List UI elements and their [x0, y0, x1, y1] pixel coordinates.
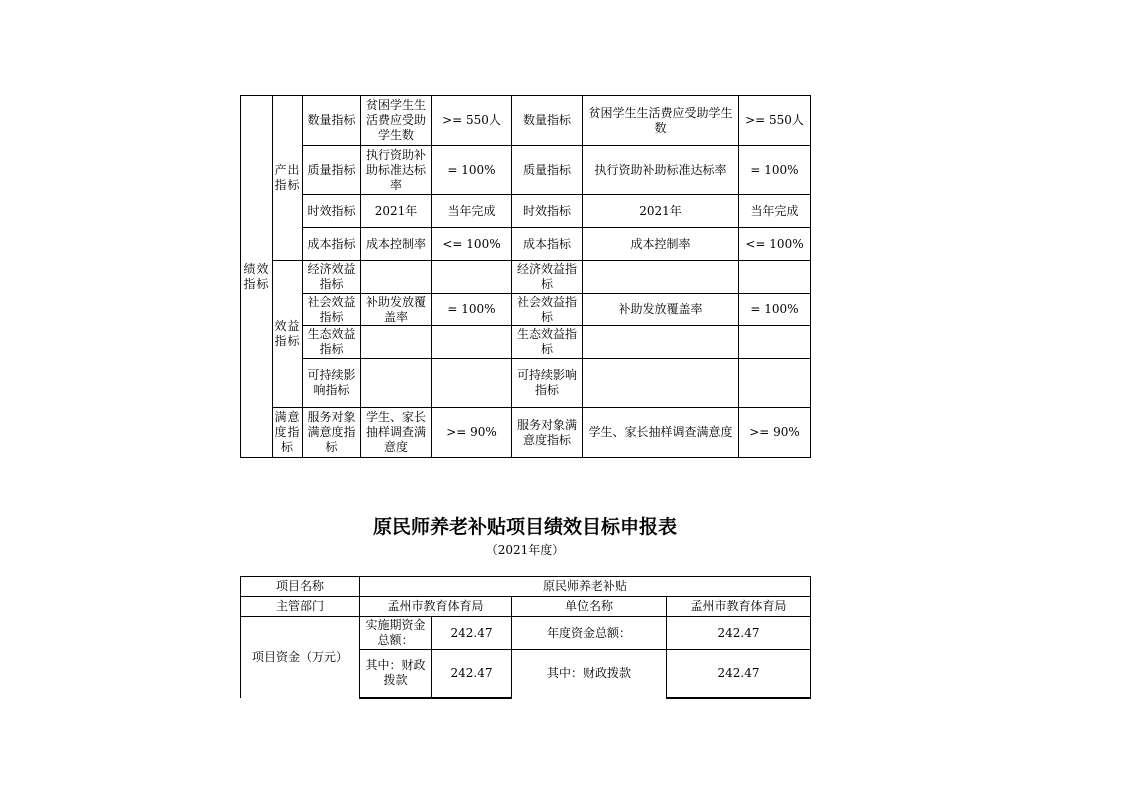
l3-cell: 贫困学生生活费应受助学生数 [361, 96, 432, 146]
l2-cell: 成本指标 [303, 228, 361, 261]
l3-cell [361, 326, 432, 359]
l2-cell: 生态效益指标 [303, 326, 361, 359]
valueb-cell: >= 550人 [739, 96, 811, 146]
value-cell: >= 90% [432, 408, 512, 458]
l3b-cell [583, 359, 739, 408]
l3b-cell: 成本控制率 [583, 228, 739, 261]
l3b-cell: 学生、家长抽样调查满意度 [583, 408, 739, 458]
value-cell [432, 326, 512, 359]
l2b-cell: 服务对象满意度指标 [512, 408, 583, 458]
valueb-cell [739, 326, 811, 359]
l3-cell: 2021年 [361, 195, 432, 228]
l2b-cell: 数量指标 [512, 96, 583, 146]
project-info-table [240, 576, 811, 699]
l3-cell: 学生、家长抽样调查满意度 [361, 408, 432, 458]
l3-cell: 执行资助补助标准达标率 [361, 146, 432, 195]
value-cell: 当年完成 [432, 195, 512, 228]
valueb-cell [739, 261, 811, 294]
l3-cell: 成本控制率 [361, 228, 432, 261]
unit-label: 单位名称 [512, 597, 667, 617]
level1-satisfaction-label: 满意度指标 [273, 408, 303, 458]
annual-total-label: 年度资金总额： [512, 617, 667, 650]
valueb-cell: = 100% [739, 146, 811, 195]
l3b-cell: 执行资助补助标准达标率 [583, 146, 739, 195]
annual-fiscal-value: 242.47 [667, 650, 811, 698]
document-title: 原民师养老补贴项目绩效目标申报表 [372, 516, 677, 538]
l3-cell: 补助发放覆盖率 [361, 294, 432, 326]
performance-indicator-table [240, 95, 811, 458]
valueb-cell: <= 100% [739, 228, 811, 261]
valueb-cell [739, 359, 811, 408]
l2-cell: 质量指标 [303, 146, 361, 195]
l3b-cell: 贫困学生生活费应受助学生数 [583, 96, 739, 146]
level1-benefit-label: 效益指标 [273, 261, 303, 408]
l2b-cell: 可持续影响指标 [512, 359, 583, 408]
l3b-cell: 2021年 [583, 195, 739, 228]
l2b-cell: 质量指标 [512, 146, 583, 195]
l2-cell: 数量指标 [303, 96, 361, 146]
group-label-performance: 绩效指标 [241, 96, 273, 458]
valueb-cell: = 100% [739, 294, 811, 326]
annual-fiscal-label: 其中：财政拨款 [512, 650, 667, 698]
project-name-label: 项目名称 [241, 577, 360, 597]
unit-value: 孟州市教育体育局 [667, 597, 811, 617]
value-cell: = 100% [432, 294, 512, 326]
impl-fiscal-label: 其中：财政拨款 [360, 650, 432, 698]
l2b-cell: 社会效益指标 [512, 294, 583, 326]
l2b-cell: 生态效益指标 [512, 326, 583, 359]
l2b-cell: 时效指标 [512, 195, 583, 228]
l2-cell: 经济效益指标 [303, 261, 361, 294]
annual-total-value: 242.47 [667, 617, 811, 650]
valueb-cell: >= 90% [739, 408, 811, 458]
l3b-cell [583, 326, 739, 359]
document-year: （2021年度） [485, 543, 565, 557]
value-cell: <= 100% [432, 228, 512, 261]
l2-cell: 时效指标 [303, 195, 361, 228]
l3-cell [361, 261, 432, 294]
l2b-cell: 经济效益指标 [512, 261, 583, 294]
l2-cell: 社会效益指标 [303, 294, 361, 326]
project-name-value: 原民师养老补贴 [360, 577, 811, 597]
dept-value: 孟州市教育体育局 [360, 597, 512, 617]
dept-label: 主管部门 [241, 597, 360, 617]
value-cell: = 100% [432, 146, 512, 195]
impl-total-value: 242.47 [432, 617, 512, 650]
valueb-cell: 当年完成 [739, 195, 811, 228]
l2b-cell: 成本指标 [512, 228, 583, 261]
funds-label: 项目资金（万元） [241, 617, 360, 698]
l3b-cell: 补助发放覆盖率 [583, 294, 739, 326]
l2-cell: 可持续影响指标 [303, 359, 361, 408]
impl-total-label: 实施期资金总额： [360, 617, 432, 650]
value-cell [432, 261, 512, 294]
l2-cell: 服务对象满意度指标 [303, 408, 361, 458]
impl-fiscal-value: 242.47 [432, 650, 512, 698]
level1-output-label: 产出指标 [273, 96, 303, 261]
value-cell [432, 359, 512, 408]
value-cell: >= 550人 [432, 96, 512, 146]
l3-cell [361, 359, 432, 408]
l3b-cell [583, 261, 739, 294]
